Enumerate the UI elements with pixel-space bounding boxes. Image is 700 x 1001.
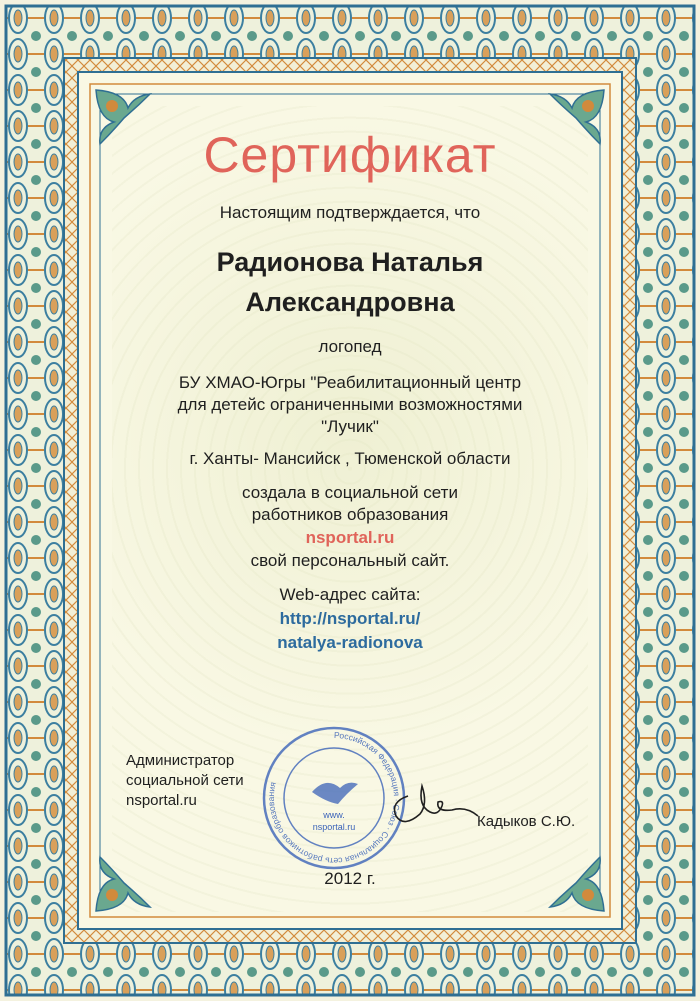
site-url-line1[interactable]: http://nsportal.ru/ — [279, 609, 421, 628]
administrator-block — [126, 751, 276, 811]
stamp-center-text: www. — [323, 810, 345, 820]
certificate-title: Сертификат — [203, 127, 497, 183]
certificate-year: 2012 г. — [324, 869, 376, 888]
portal-name: nsportal.ru — [305, 528, 395, 547]
organization-line1: БУ ХМАО-Югры "Реабилитационный центр — [178, 373, 522, 392]
admin-line2: социальной сети — [126, 772, 244, 789]
certificate-content — [112, 106, 588, 912]
created-line1: создала в социальной сети — [242, 483, 458, 502]
admin-line3: nsportal.ru — [126, 792, 197, 809]
signer-name: Кадыков С.Ю. — [477, 813, 576, 830]
stamp-ring-text: Российская Федерация · Союз · Социальная сеть работников образования — [265, 729, 402, 867]
organization-line2: для детейс ограниченными возможностями — [177, 395, 523, 414]
own-site-line: свой персональный сайт. — [250, 551, 450, 570]
recipient-position: логопед — [318, 337, 382, 356]
city-line: г. Ханты- Мансийск , Тюменской области — [189, 449, 511, 468]
recipient-name-line1: Радионова Наталья — [216, 247, 484, 277]
created-line2: работников образования — [251, 505, 449, 524]
recipient-name — [112, 242, 588, 322]
recipient-name-line2: Александровна — [245, 287, 455, 317]
signature-image — [382, 766, 492, 836]
site-url-line2[interactable]: natalya-radionova — [277, 633, 423, 652]
web-address-label: Web-адрес сайта: — [279, 585, 421, 604]
admin-line1: Администратор — [126, 752, 235, 769]
stamp-bottom-text: nsportal.ru — [312, 822, 356, 832]
certificate-subtitle: Настоящим подтверждается, что — [219, 203, 481, 222]
organization-line3: "Лучик" — [321, 417, 379, 436]
